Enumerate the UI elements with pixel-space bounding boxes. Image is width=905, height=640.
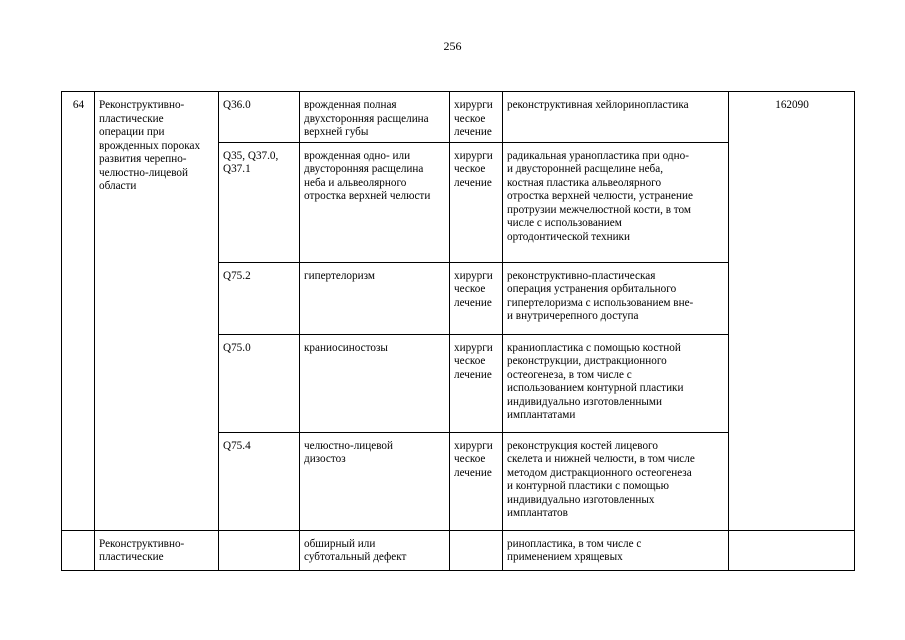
- diagnosis-cell: гипертелоризм: [300, 262, 450, 334]
- treatment-type-cell: [450, 530, 503, 570]
- group-name-cell: Реконструктивно- пластические операции при врожденных пороках развития черепно- челюстно-лицевой области: [95, 92, 219, 531]
- treatment-type-cell: хирурги ческое лечение: [450, 262, 503, 334]
- method-cell: реконструктивно-пластическая операция устранения орбитального гипертелоризма с использованием вне- и внутричерепного доступа: [503, 262, 729, 334]
- method-cell: радикальная уранопластика при одно- и двусторонней расщелине неба, костная пластика альвеолярного отростка верхней челюсти, устранение протрузии межчелюстной кости, в том числе с использованием ортодонтической техники: [503, 142, 729, 262]
- page-number: 256: [443, 39, 462, 53]
- diagnosis-cell: врожденная одно- или двусторонняя расщелина неба и альвеолярного отростка верхней челюсти: [300, 142, 450, 262]
- group-number-cell: [62, 530, 95, 570]
- method-cell: реконструктивная хейлоринопластика: [503, 92, 729, 143]
- diagnosis-cell: краниосиностозы: [300, 334, 450, 432]
- diagnosis-cell: обширный или субтотальный дефект: [300, 530, 450, 570]
- table-row: [62, 92, 855, 143]
- code-cell: Q36.0: [219, 92, 300, 143]
- code-cell: [219, 530, 300, 570]
- treatment-type-cell: хирурги ческое лечение: [450, 432, 503, 530]
- price-cell: [729, 530, 855, 570]
- treatment-type-cell: хирурги ческое лечение: [450, 142, 503, 262]
- diagnosis-cell: врожденная полная двухсторонняя расщелина верхней губы: [300, 92, 450, 143]
- treatment-type-cell: хирурги ческое лечение: [450, 92, 503, 143]
- medical-services-table: [61, 91, 855, 571]
- diagnosis-cell: челюстно-лицевой дизостоз: [300, 432, 450, 530]
- code-cell: Q75.4: [219, 432, 300, 530]
- method-cell: реконструкция костей лицевого скелета и нижней челюсти, в том числе методом дистракционного остеогенеза и контурной пластики с помощью индивидуально изготовленных имплантатов: [503, 432, 729, 530]
- code-cell: Q75.2: [219, 262, 300, 334]
- method-cell: ринопластика, в том числе с применением хрящевых: [503, 530, 729, 570]
- group-number-cell: 64: [62, 92, 95, 531]
- group-name-cell: Реконструктивно- пластические: [95, 530, 219, 570]
- code-cell: Q35, Q37.0, Q37.1: [219, 142, 300, 262]
- method-cell: краниопластика с помощью костной реконструкции, дистракционного остеогенеза, в том числе с использованием контурной пластики индивидуально изготовленными имплантатами: [503, 334, 729, 432]
- code-cell: Q75.0: [219, 334, 300, 432]
- price-cell: 162090: [729, 92, 855, 531]
- treatment-type-cell: хирурги ческое лечение: [450, 334, 503, 432]
- table-row: [62, 530, 855, 570]
